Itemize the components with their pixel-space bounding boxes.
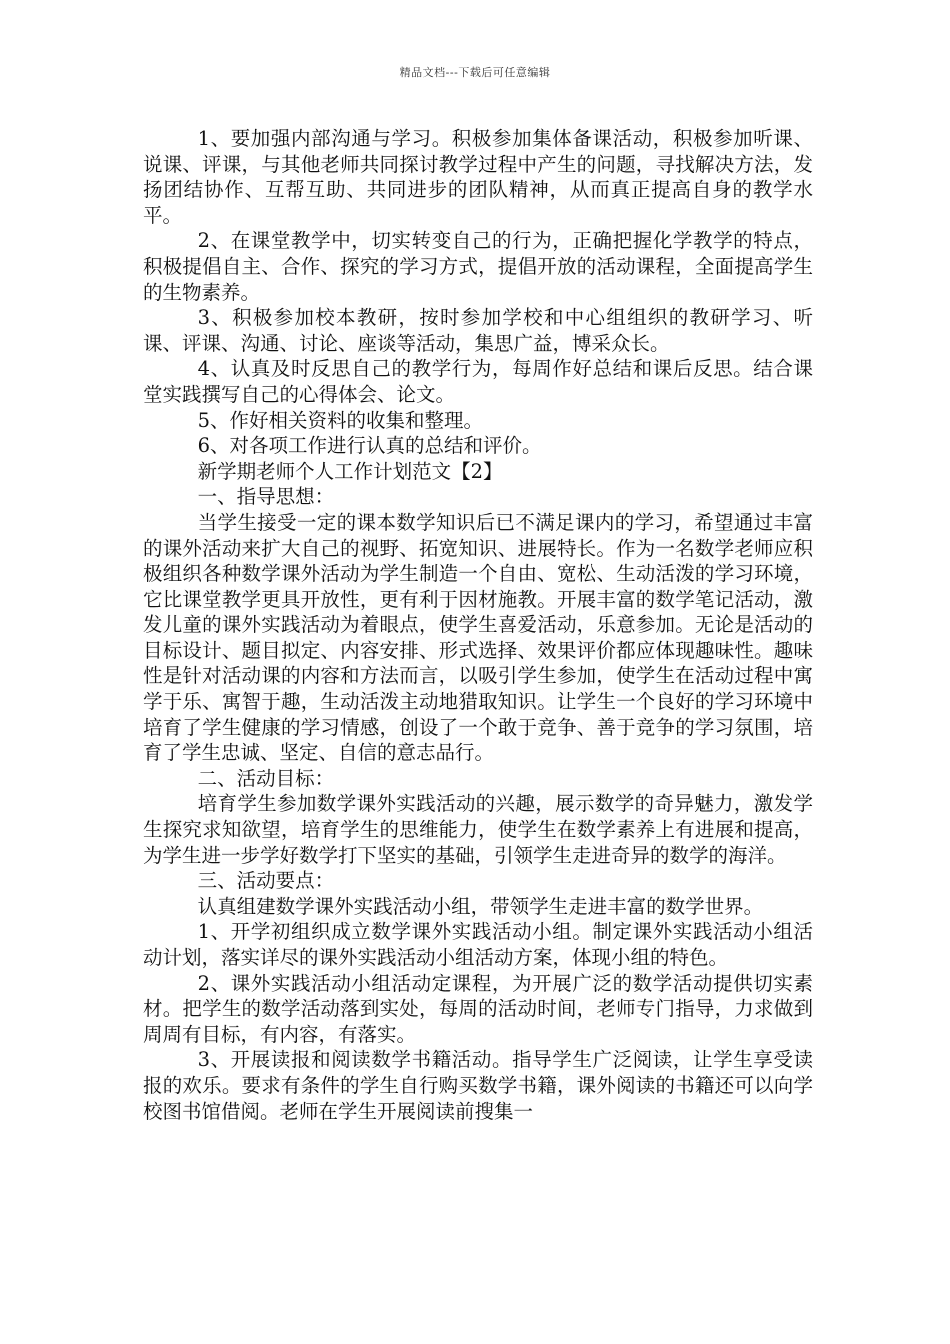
section-heading: 一、指导思想： xyxy=(197,485,335,509)
paragraph: 1、开学初组织成立数学课外实践活动小组。制定课外实践活动小组活动计划，落实详尽的课外实践活动小组活动方案，体现小组的特色。 xyxy=(143,920,813,969)
paragraph: 4、认真及时反思自己的教学行为，每周作好总结和课后反思。结合课堂实践撰写自己的心得体会、论文。 xyxy=(143,357,813,406)
paragraph: 2、课外实践活动小组活动定课程，为开展广泛的数学活动提供切实素材。把学生的数学活动落到实处，每周的活动时间，老师专门指导，力求做到周周有目标，有内容，有落实。 xyxy=(143,971,813,1046)
paragraph: 1、要加强内部沟通与学习。积极参加集体备课活动，积极参加听课、说课、评课，与其他老师共同探讨教学过程中产生的问题，寻找解决方法，发扬团结协作、互帮互助、共同进步的团队精神，从而真正提高自身的教学水平。 xyxy=(143,127,813,227)
paragraph: 3、开展读报和阅读数学书籍活动。指导学生广泛阅读，让学生享受读报的欢乐。要求有条件的学生自行购买数学书籍，课外阅读的书籍还可以向学校图书馆借阅。老师在学生开展阅读前搜集一 xyxy=(143,1048,813,1123)
paragraph: 培育学生参加数学课外实践活动的兴趣，展示数学的奇异魅力，激发学生探究求知欲望，培育学生的思维能力，使学生在数学素养上有进展和提高，为学生进一步学好数学打下坚实的基础，引领学生走进奇异的数学的海洋。 xyxy=(143,792,813,867)
section-title: 新学期老师个人工作计划范文【2】 xyxy=(197,459,503,483)
paragraph: 2、在课堂教学中，切实转变自己的行为，正确把握化学教学的特点，积极提倡自主、合作、探究的学习方式，提倡开放的活动课程，全面提高学生的生物素养。 xyxy=(143,229,813,304)
paragraph: 5、作好相关资料的收集和整理。 xyxy=(197,408,484,432)
section-heading: 三、活动要点： xyxy=(197,869,335,893)
page-header: 精品文档---下载后可任意编辑 xyxy=(399,66,551,79)
document-body xyxy=(143,126,813,1124)
section-heading: 二、活动目标： xyxy=(197,766,335,790)
paragraph: 当学生接受一定的课本数学知识后已不满足课内的学习，希望通过丰富的课外活动来扩大自己的视野、拓宽知识、进展特长。作为一名数学老师应积极组织各种数学课外活动为学生制造一个自由、宽松、生动活泼的学习环境，它比课堂教学更具开放性，更有利于因材施教。开展丰富的数学笔记活动，激发儿童的课外实践活动为着眼点，使学生喜爱活动，乐意参加。无论是活动的目标设计、题目拟定、内容安排、形式选择、效果评价都应体现趣味性。趣味性是针对活动课的内容和方法而言，以吸引学生参加，使学生在活动过程中寓学于乐、寓智于趣，生动活泼主动地猎取知识。让学生一个良好的学习环境中培育了学生健康的学习情感，创设了一个敢于竞争、善于竞争的学习氛围，培育了学生忠诚、坚定、自信的意志品行。 xyxy=(143,510,813,765)
paragraph: 6、对各项工作进行认真的总结和评价。 xyxy=(197,434,542,458)
paragraph: 3、积极参加校本教研，按时参加学校和中心组组织的教研学习、听课、评课、沟通、讨论、座谈等活动，集思广益，博采众长。 xyxy=(143,306,813,355)
paragraph: 认真组建数学课外实践活动小组，带领学生走进丰富的数学世界。 xyxy=(197,894,764,918)
